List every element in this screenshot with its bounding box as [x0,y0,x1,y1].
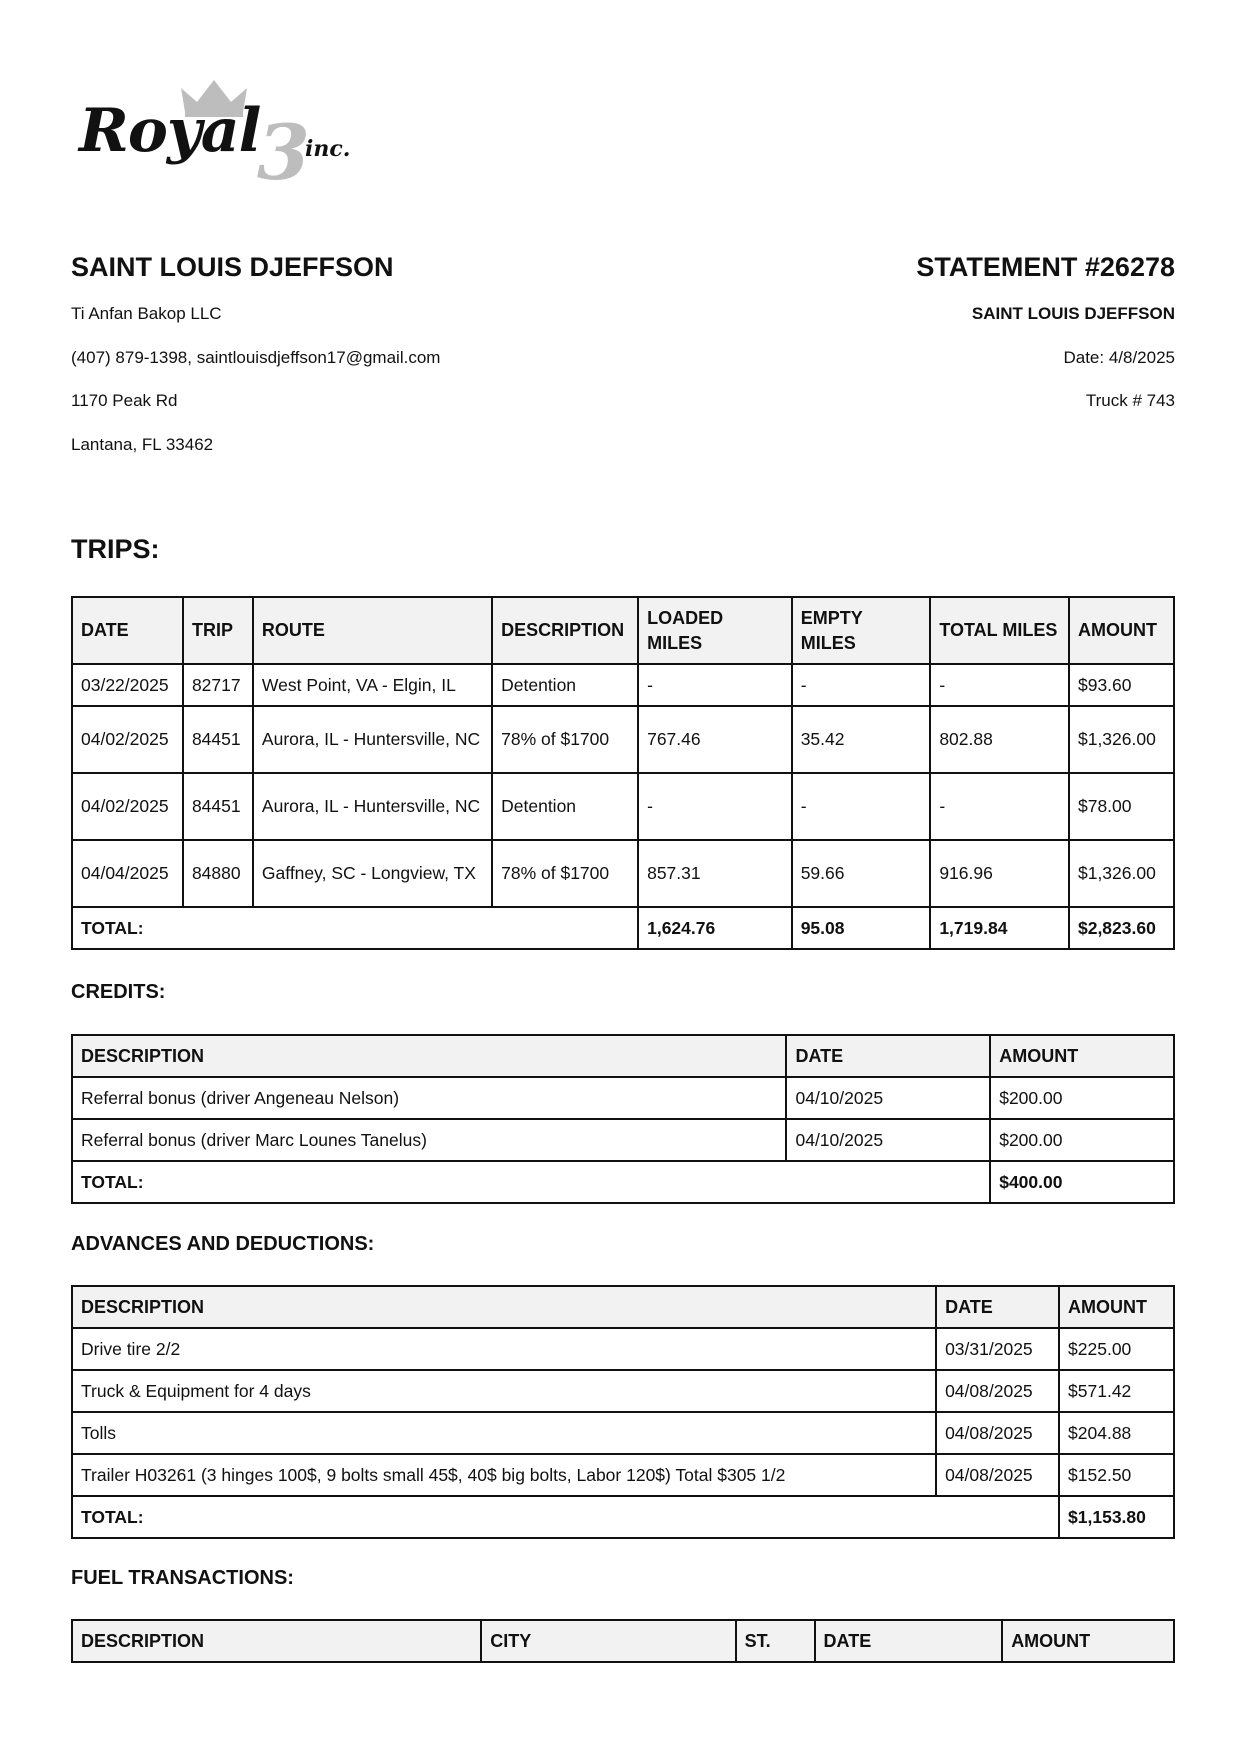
col-description: DESCRIPTION [72,1286,936,1328]
deductions-heading: ADVANCES AND DEDUCTIONS: [71,1233,375,1255]
driver-contact: (407) 879-1398, saintlouisdjeffson17@gmail.com [71,347,441,367]
deductions-header-row [72,1286,1174,1328]
cell-date: 03/31/2025 [936,1328,1059,1370]
deductions-total-row [72,1496,1174,1538]
total-amount: $400.00 [990,1161,1174,1203]
cell-amount: $152.50 [1059,1454,1174,1496]
cell-description: Truck & Equipment for 4 days [72,1370,936,1412]
trips-table [71,596,1175,950]
total-total-miles: 1,719.84 [930,907,1069,949]
cell-date: 04/08/2025 [936,1370,1059,1412]
total-label: TOTAL: [72,1496,1059,1538]
col-description: DESCRIPTION [72,1620,481,1662]
col-date: DATE [936,1286,1059,1328]
cell-total-miles: - [930,773,1069,840]
driver-info [71,250,631,466]
col-loaded-miles: LOADED MILES [638,597,792,664]
company-logo [79,78,379,198]
cell-route: Aurora, IL - Huntersville, NC [253,773,492,840]
total-label: TOTAL: [72,907,638,949]
col-trip: TRIP [183,597,253,664]
total-loaded-miles: 1,624.76 [638,907,792,949]
cell-loaded-miles: - [638,664,792,706]
cell-amount: $200.00 [990,1077,1174,1119]
credits-table [71,1034,1175,1204]
trips-total-row [72,907,1174,949]
col-amount: AMOUNT [1069,597,1174,664]
table-row [72,706,1174,773]
table-row [72,840,1174,907]
col-date: DATE [72,597,183,664]
cell-loaded-miles: 767.46 [638,706,792,773]
fuel-table [71,1619,1175,1663]
cell-date: 04/10/2025 [786,1077,990,1119]
cell-route: West Point, VA - Elgin, IL [253,664,492,706]
cell-empty-miles: 59.66 [792,840,931,907]
cell-description: Drive tire 2/2 [72,1328,936,1370]
credits-total-row [72,1161,1174,1203]
table-row [72,1454,1174,1496]
driver-address-line1: 1170 Peak Rd [71,391,178,410]
cell-empty-miles: - [792,664,931,706]
cell-empty-miles: 35.42 [792,706,931,773]
logo-suffix: inc. [305,136,351,162]
col-state: ST. [736,1620,815,1662]
col-total-miles: TOTAL MILES [930,597,1069,664]
cell-amount: $225.00 [1059,1328,1174,1370]
cell-trip: 82717 [183,664,253,706]
cell-trip: 84451 [183,773,253,840]
credits-header-row [72,1035,1174,1077]
cell-trip: 84451 [183,706,253,773]
cell-amount: $93.60 [1069,664,1174,706]
cell-amount: $200.00 [990,1119,1174,1161]
cell-loaded-miles: 857.31 [638,840,792,907]
table-row [72,664,1174,706]
cell-date: 04/08/2025 [936,1412,1059,1454]
deductions-table [71,1285,1175,1539]
trips-header-row [72,597,1174,664]
col-empty-miles: EMPTY MILES [792,597,931,664]
col-amount: AMOUNT [990,1035,1174,1077]
cell-total-miles: - [930,664,1069,706]
cell-description: Referral bonus (driver Angeneau Nelson) [72,1077,786,1119]
total-amount: $2,823.60 [1069,907,1174,949]
credits-heading: CREDITS: [71,981,166,1003]
cell-description: 78% of $1700 [492,840,638,907]
col-route: ROUTE [253,597,492,664]
col-date: DATE [786,1035,990,1077]
table-row [72,1077,1174,1119]
table-row [72,773,1174,840]
cell-description: Detention [492,773,638,840]
cell-amount: $78.00 [1069,773,1174,840]
cell-amount: $204.88 [1059,1412,1174,1454]
cell-trip: 84880 [183,840,253,907]
total-amount: $1,153.80 [1059,1496,1174,1538]
col-date: DATE [815,1620,1003,1662]
cell-date: 04/04/2025 [72,840,183,907]
cell-amount: $1,326.00 [1069,706,1174,773]
cell-date: 04/02/2025 [72,773,183,840]
cell-description: Tolls [72,1412,936,1454]
table-row [72,1412,1174,1454]
table-row [72,1119,1174,1161]
cell-loaded-miles: - [638,773,792,840]
cell-description: 78% of $1700 [492,706,638,773]
cell-empty-miles: - [792,773,931,840]
cell-amount: $1,326.00 [1069,840,1174,907]
cell-date: 04/10/2025 [786,1119,990,1161]
total-label: TOTAL: [72,1161,990,1203]
cell-date: 04/08/2025 [936,1454,1059,1496]
fuel-header-row [72,1620,1174,1662]
total-empty-miles: 95.08 [792,907,931,949]
col-description: DESCRIPTION [72,1035,786,1077]
cell-date: 03/22/2025 [72,664,183,706]
cell-route: Gaffney, SC - Longview, TX [253,840,492,907]
cell-description: Detention [492,664,638,706]
cell-route: Aurora, IL - Huntersville, NC [253,706,492,773]
statement-truck: Truck # 743 [1085,391,1175,410]
statement-info [615,250,1175,423]
cell-total-miles: 802.88 [930,706,1069,773]
col-description: DESCRIPTION [492,597,638,664]
cell-description: Referral bonus (driver Marc Lounes Tanelus) [72,1119,786,1161]
trips-heading: TRIPS: [71,534,160,564]
statement-title: STATEMENT #26278 [916,252,1175,282]
driver-company: Ti Anfan Bakop LLC [71,304,222,323]
statement-name: SAINT LOUIS DJEFFSON [971,304,1175,323]
logo-script: Royal [79,96,261,166]
table-row [72,1370,1174,1412]
cell-amount: $571.42 [1059,1370,1174,1412]
statement-date: Date: 4/8/2025 [1063,347,1175,367]
col-amount: AMOUNT [1059,1286,1174,1328]
cell-total-miles: 916.96 [930,840,1069,907]
driver-name: SAINT LOUIS DJEFFSON [71,252,394,282]
fuel-heading: FUEL TRANSACTIONS: [71,1567,294,1589]
col-amount: AMOUNT [1002,1620,1174,1662]
cell-description: Trailer H03261 (3 hinges 100$, 9 bolts small 45$, 40$ big bolts, Labor 120$) Total $305 1/2 [72,1454,936,1496]
driver-address-line2: Lantana, FL 33462 [71,434,214,454]
logo-numeral: 3 [257,108,310,197]
col-city: CITY [481,1620,735,1662]
table-row [72,1328,1174,1370]
cell-date: 04/02/2025 [72,706,183,773]
